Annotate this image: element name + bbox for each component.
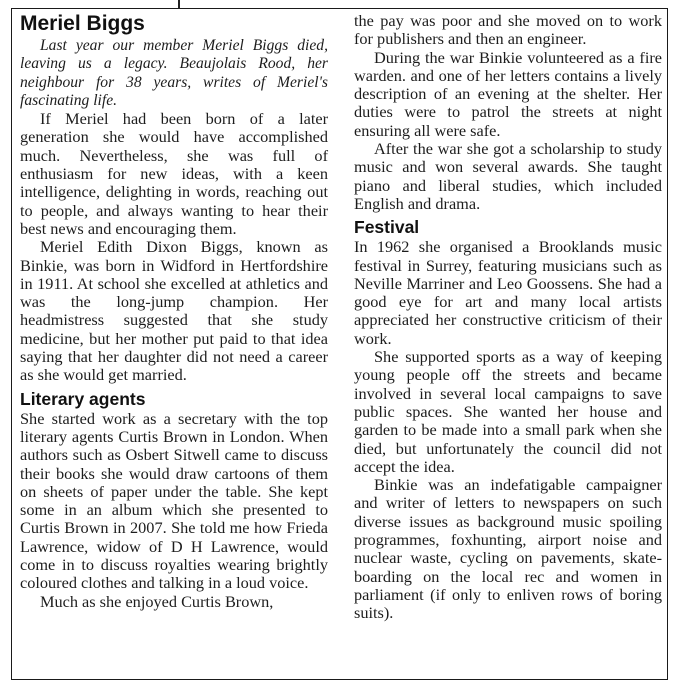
standfirst: Last year our member Meriel Biggs died, leaving us a legacy. Beaujolais Rood, her neighbour for 38 years, writes of Meriel's fascinating life.	[20, 37, 328, 109]
paragraph-continued: the pay was poor and she moved on to work for publishers and then an engineer.	[354, 11, 662, 49]
right-column	[354, 12, 662, 623]
paragraph: Much as she enjoyed Curtis Brown,	[40, 591, 274, 611]
section-heading-festival: Festival	[354, 217, 420, 238]
paragraph: Meriel Edith Dixon Biggs, known as Binkie, was born in Widford in Hertfordshire in 1911. At school she excelled at athletics and was the long-jump champion. Her headmistress suggested that she study medicine, but her mother put paid to that idea saying that her daughter did not need a career as she would get married.	[20, 237, 328, 385]
left-column	[20, 12, 328, 611]
article-title: Meriel Biggs	[20, 12, 145, 35]
column-rule-mark	[178, 0, 180, 8]
paragraph: She started work as a secretary with the top literary agents Curtis Brown in London. When authors such as Osbert Sitwell came to discuss their books she would draw cartoons of them on sheets of paper under the table. She kept some in an album which she presented to Curtis Brown in 2007. She told me how Frieda Lawrence, widow of D H Lawrence, would come in to discuss royalties wearing brightly coloured clothes and talking in a loud voice.	[20, 408, 328, 593]
paragraph: In 1962 she organised a Brooklands music festival in Surrey, featuring musicians such as Neville Marriner and Leo Goossens. She had a good eye for art and many local artists appreciated her constructive criticism of their work.	[354, 237, 662, 348]
paragraph: If Meriel had been born of a later generation she would have accomplished much. Nevertheless, she was full of enthusiasm for new ideas, with a keen intelligence, delighting in words, reaching out to people, and always wanting to hear their best news and encouraging them.	[20, 109, 328, 238]
paragraph: After the war she got a scholarship to study music and won several awards. She taught piano and liberal studies, which included English and drama.	[354, 139, 662, 213]
paragraph: She supported sports as a way of keeping young people off the streets and became involved in several local campaigns to save public spaces. She wanted her house and garden to be made into a small park when she died, but unfortunately the council did not accept the idea.	[354, 347, 662, 476]
section-heading-literary-agents: Literary agents	[20, 388, 146, 409]
paragraph: During the war Binkie volunteered as a fire warden. and one of her letters contains a lively description of an evening at the shelter. Her duties were to patrol the streets at night ensuring all were safe.	[354, 47, 662, 140]
article-box	[11, 8, 668, 680]
paragraph: Binkie was an indefatigable campaigner and writer of letters to newspapers on such diverse issues as background music spoiling programmes, foxhunting, airport noise and nuclear waste, cycling on pavements, skate-boarding on the local rec and women in parliament (if only to enliven rows of boring suits).	[354, 475, 662, 623]
